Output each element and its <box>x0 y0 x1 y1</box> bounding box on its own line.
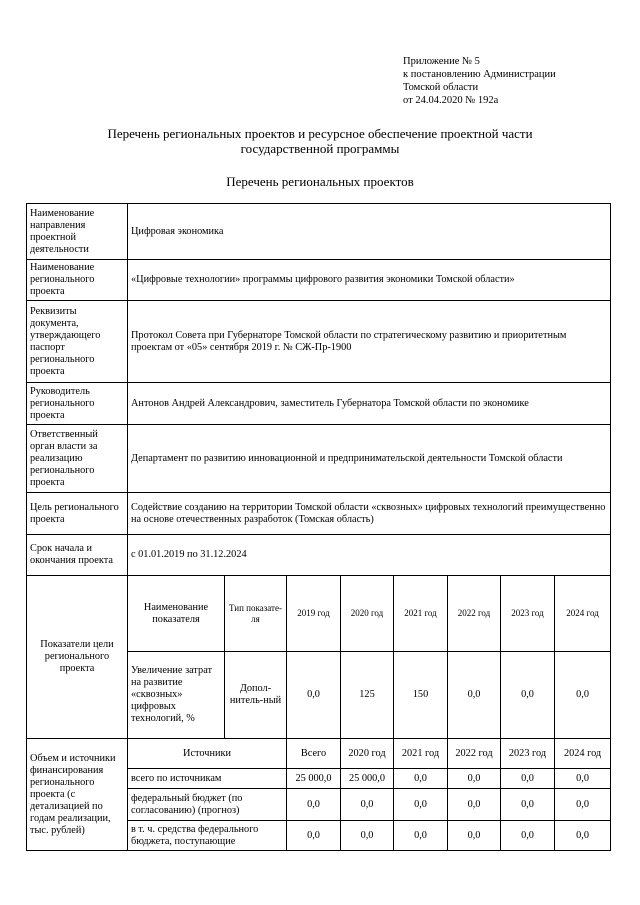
row-label: Наименование регионального проекта <box>27 260 128 301</box>
year-header: 2020 год <box>341 576 394 652</box>
row-value: «Цифровые технологии» программы цифрового развития экономики Томской области» <box>128 260 611 301</box>
row-label: Цель регионального проекта <box>27 493 128 535</box>
table-row <box>27 383 611 425</box>
year-header: 2022 год <box>448 576 501 652</box>
source-value: 0,0 <box>394 821 448 851</box>
year-header: 2020 год <box>341 739 394 769</box>
table-row <box>27 204 611 260</box>
source-value: 0,0 <box>448 821 501 851</box>
source-value: 0,0 <box>501 789 555 821</box>
table-row <box>27 535 611 576</box>
source-name: всего по источникам <box>128 769 287 789</box>
indicator-value: 0,0 <box>555 652 611 739</box>
indicator-value: 125 <box>341 652 394 739</box>
source-value: 0,0 <box>448 769 501 789</box>
source-value: 0,0 <box>555 789 611 821</box>
document-title-line: государственной программы <box>240 141 400 156</box>
year-header: 2021 год <box>394 576 448 652</box>
row-label: Наименование направления проектной деятельности <box>27 204 128 260</box>
year-header: 2024 год <box>555 739 611 769</box>
total-header: Всего <box>287 739 341 769</box>
table-row <box>27 301 611 383</box>
source-value: 0,0 <box>501 821 555 851</box>
document-title-line: Перечень региональных проектов и ресурсное обеспечение проектной части <box>107 126 533 141</box>
row-label: Срок начала и окончания проекта <box>27 535 128 576</box>
financing-label: Объем и источники финансирования регионального проекта (с детализацией по годам реализации, тыс. рублей) <box>27 739 128 851</box>
source-name: федеральный бюджет (по согласованию) (прогноз) <box>128 789 287 821</box>
source-value: 0,0 <box>501 769 555 789</box>
source-value: 25 000,0 <box>341 769 394 789</box>
indicator-name: Увеличение затрат на развитие «сквозных» цифровых технологий, % <box>128 652 225 739</box>
row-value: Антонов Андрей Александрович, заместитель Губернатора Томской области по экономике <box>128 383 611 425</box>
indicator-name-header: Наименование показателя <box>128 576 225 652</box>
appendix-line: Приложение № 5 <box>403 56 480 67</box>
year-header: 2022 год <box>448 739 501 769</box>
source-value: 0,0 <box>394 789 448 821</box>
year-header: 2021 год <box>394 739 448 769</box>
source-value: 0,0 <box>394 769 448 789</box>
source-total: 25 000,0 <box>287 769 341 789</box>
source-name: в т. ч. средства федерального бюджета, поступающие <box>128 821 287 851</box>
indicator-value: 0,0 <box>448 652 501 739</box>
source-value: 0,0 <box>448 789 501 821</box>
indicator-type-header: Тип показате-ля <box>225 576 287 652</box>
financing-header-row <box>27 739 611 769</box>
indicator-value: 0,0 <box>501 652 555 739</box>
row-value: Содействие созданию на территории Томской области «сквозных» цифровых технологий преимущественно на основе отечественных разработок (Томская область) <box>128 493 611 535</box>
appendix-line: от 24.04.2020 № 192а <box>403 95 499 106</box>
appendix-line: к постановлению Администрации <box>403 69 556 80</box>
year-header: 2024 год <box>555 576 611 652</box>
row-label: Ответственный орган власти за реализацию регионального проекта <box>27 425 128 493</box>
source-value: 0,0 <box>341 789 394 821</box>
source-total: 0,0 <box>287 821 341 851</box>
year-header: 2023 год <box>501 576 555 652</box>
indicators-label: Показатели цели регионального проекта <box>27 576 128 739</box>
indicator-type: Допол-нитель-ный <box>225 652 287 739</box>
source-value: 0,0 <box>555 769 611 789</box>
source-value: 0,0 <box>341 821 394 851</box>
projects-table <box>26 203 611 851</box>
row-value: Департамент по развитию инновационной и предпринимательской деятельности Томской области <box>128 425 611 493</box>
source-total: 0,0 <box>287 789 341 821</box>
year-header: 2023 год <box>501 739 555 769</box>
indicators-header-row <box>27 576 611 652</box>
appendix-line: Томской области <box>403 82 479 93</box>
section-title: Перечень региональных проектов <box>226 174 414 189</box>
year-header: 2019 год <box>287 576 341 652</box>
table-row <box>27 260 611 301</box>
table-row <box>27 425 611 493</box>
indicator-value: 0,0 <box>287 652 341 739</box>
appendix-block <box>403 55 556 107</box>
sources-header: Источники <box>128 739 287 769</box>
source-value: 0,0 <box>555 821 611 851</box>
row-label: Руководитель регионального проекта <box>27 383 128 425</box>
row-label: Реквизиты документа, утверждающего паспорт регионального проекта <box>27 301 128 383</box>
document-title <box>0 126 640 156</box>
table-row <box>27 493 611 535</box>
row-value: Цифровая экономика <box>128 204 611 260</box>
row-value: с 01.01.2019 по 31.12.2024 <box>128 535 611 576</box>
row-value: Протокол Совета при Губернаторе Томской области по стратегическому развитию и приоритетным проектам от «05» сентября 2019 г. № СЖ-Пр-1900 <box>128 301 611 383</box>
indicator-value: 150 <box>394 652 448 739</box>
